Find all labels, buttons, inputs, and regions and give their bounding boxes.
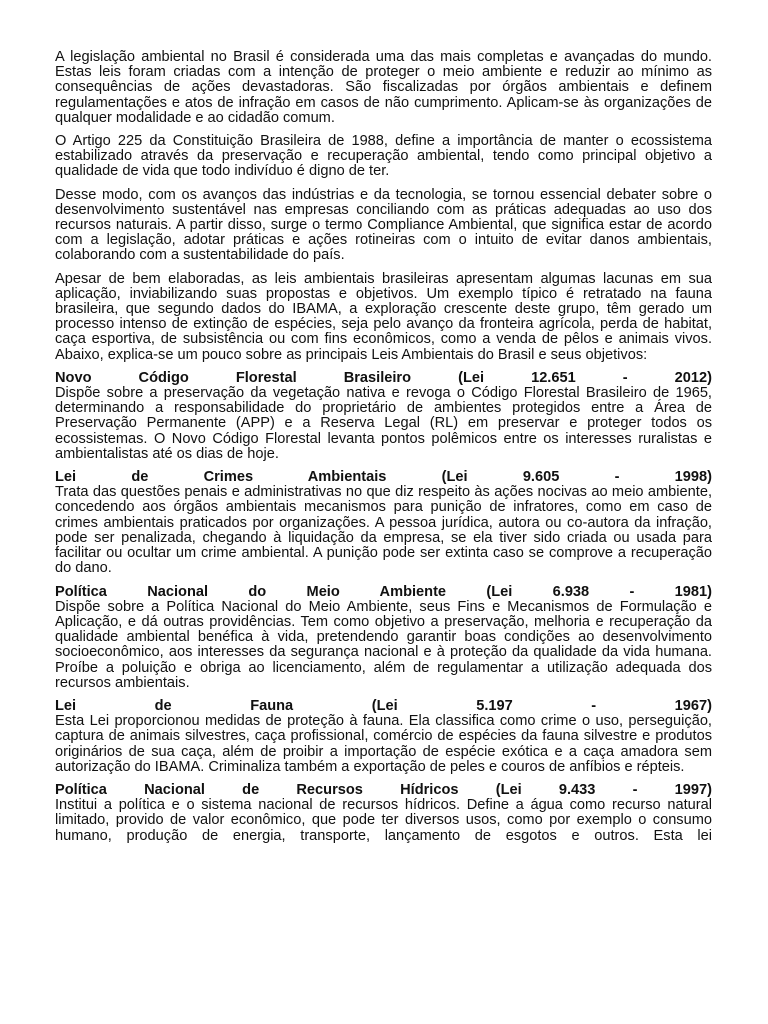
law-title: Política Nacional do Meio Ambiente (Lei 6.938 - 1981): [55, 583, 712, 600]
intro-paragraph-1: A legislação ambiental no Brasil é considerada uma das mais completas e avançadas do mundo. Estas leis foram criadas com a intenção de proteger o meio ambiente e reduzir ao mínimo as consequências de ações devastadoras. São fiscalizadas por órgãos ambientais e definem regulamentações e atos de infração em casos de não cumprimento. Aplicam-se às organizações de qualquer modalidade e ao cidadão comum.: [55, 50, 712, 126]
law-section-codigo-florestal: [55, 371, 712, 462]
law-title: Novo Código Florestal Brasileiro (Lei 12.651 - 2012): [55, 369, 712, 386]
intro-paragraph-4: Apesar de bem elaboradas, as leis ambientais brasileiras apresentam algumas lacunas em sua aplicação, inviabilizando suas propostas e objetivos. Um exemplo típico é retratado na fauna brasileira, que segundo dados do IBAMA, a exploração crescente deste grupo, têm gerado um processo intenso de extinção de espécies, seja pelo avanço da fronteira agrícola, perda de habitat, caça esportiva, de subsistência ou com fins econômicos, como a venda de pêlos e animais vivos.: [55, 270, 712, 348]
law-section-fauna: [55, 699, 712, 775]
law-body: Trata das questões penais e administrativas no que diz respeito às ações nocivas ao meio ambiente, concedendo aos órgãos ambientais mecanismos para punição de infratores, como em caso de crimes ambientais praticados por organizações. A pessoa jurídica, autora ou co-autora da infração, pode ser penalizada, chegando à liquidação da empresa, se ela tiver sido criada ou usada para facilitar ou ocultar um crime ambiental. A punição pode ser extinta caso se comprove a recuperação do dano.: [55, 484, 712, 577]
intro-paragraph-3: Desse modo, com os avanços das indústrias e da tecnologia, se tornou essencial debater sobre o desenvolvimento sustentável nas empresas conciliando com as práticas adequadas ao uso dos recursos naturais. A partir disso, surge o termo Compliance Ambiental, que significa estar de acordo com a legislação, adotar práticas e ações rotineiras com o intuito de evitar danos ambientais, colaborando com a sustentabilidade do país.: [55, 186, 712, 264]
law-section-politica-meio-ambiente: [55, 585, 712, 691]
law-body: Dispõe sobre a preservação da vegetação nativa e revoga o Código Florestal Brasileiro de 1965, determinando a responsabilidade do proprietário de ambientes protegidos entre a Área de Preservação Permanente (APP) e a Reserva Legal (RL) em preservar e proteger todos os ecossistemas. O Novo Código Florestal levanta pontos polêmicos entre os interesses ruralistas e ambientalistas até os dias de hoje.: [55, 385, 712, 462]
law-title: Política Nacional de Recursos Hídricos (Lei 9.433 - 1997): [55, 781, 712, 798]
intro-paragraph-5: Abaixo, explica-se um pouco sobre as principais Leis Ambientais do Brasil e seus objetivos:: [55, 346, 648, 363]
law-section-recursos-hidricos: [55, 783, 712, 844]
law-section-crimes-ambientais: [55, 470, 712, 576]
law-body: Dispõe sobre a Política Nacional do Meio Ambiente, seus Fins e Mecanismos de Formulação e Aplicação, e dá outras providências. Tem como objetivo a preservação, melhoria e recuperação da qualidade ambiental benéfica à vida, pretendendo garantir boas condições ao desenvolvimento socioeconômico, aos interesses da segurança nacional e à proteção da qualidade da vida humana. Proíbe a poluição e obriga ao licenciamento, além de regulamentar a utilização adequada dos recursos ambientais.: [55, 598, 712, 691]
law-body: Institui a política e o sistema nacional de recursos hídricos. Define a água como recurso natural limitado, provido de valor econômico, que pode ter diversos usos, como por exemplo o consumo humano, produção de energia, transporte, lançamento de esgotos e outros. Esta lei: [55, 797, 712, 844]
law-body: Esta Lei proporcionou medidas de proteção à fauna. Ela classifica como crime o uso, perseguição, captura de animais silvestres, caça profissional, comércio de espécies da fauna silvestre e produtos originários de sua caça, além de proibir a importação de espécie exótica e a caça amadora sem autorização do IBAMA. Criminaliza também a exportação de peles e couros de anfíbios e répteis.: [55, 713, 712, 775]
law-title: Lei de Fauna (Lei 5.197 - 1967): [55, 697, 712, 714]
intro-paragraph-2: O Artigo 225 da Constituição Brasileira de 1988, define a importância de manter o ecossistema estabilizado através da preservação e recuperação ambiental, tendo como principal objetivo a qualidade de vida que todo indivíduo é digno de ter.: [55, 133, 712, 180]
document-page: [55, 50, 712, 1024]
law-title: Lei de Crimes Ambientais (Lei 9.605 - 1998): [55, 469, 712, 486]
